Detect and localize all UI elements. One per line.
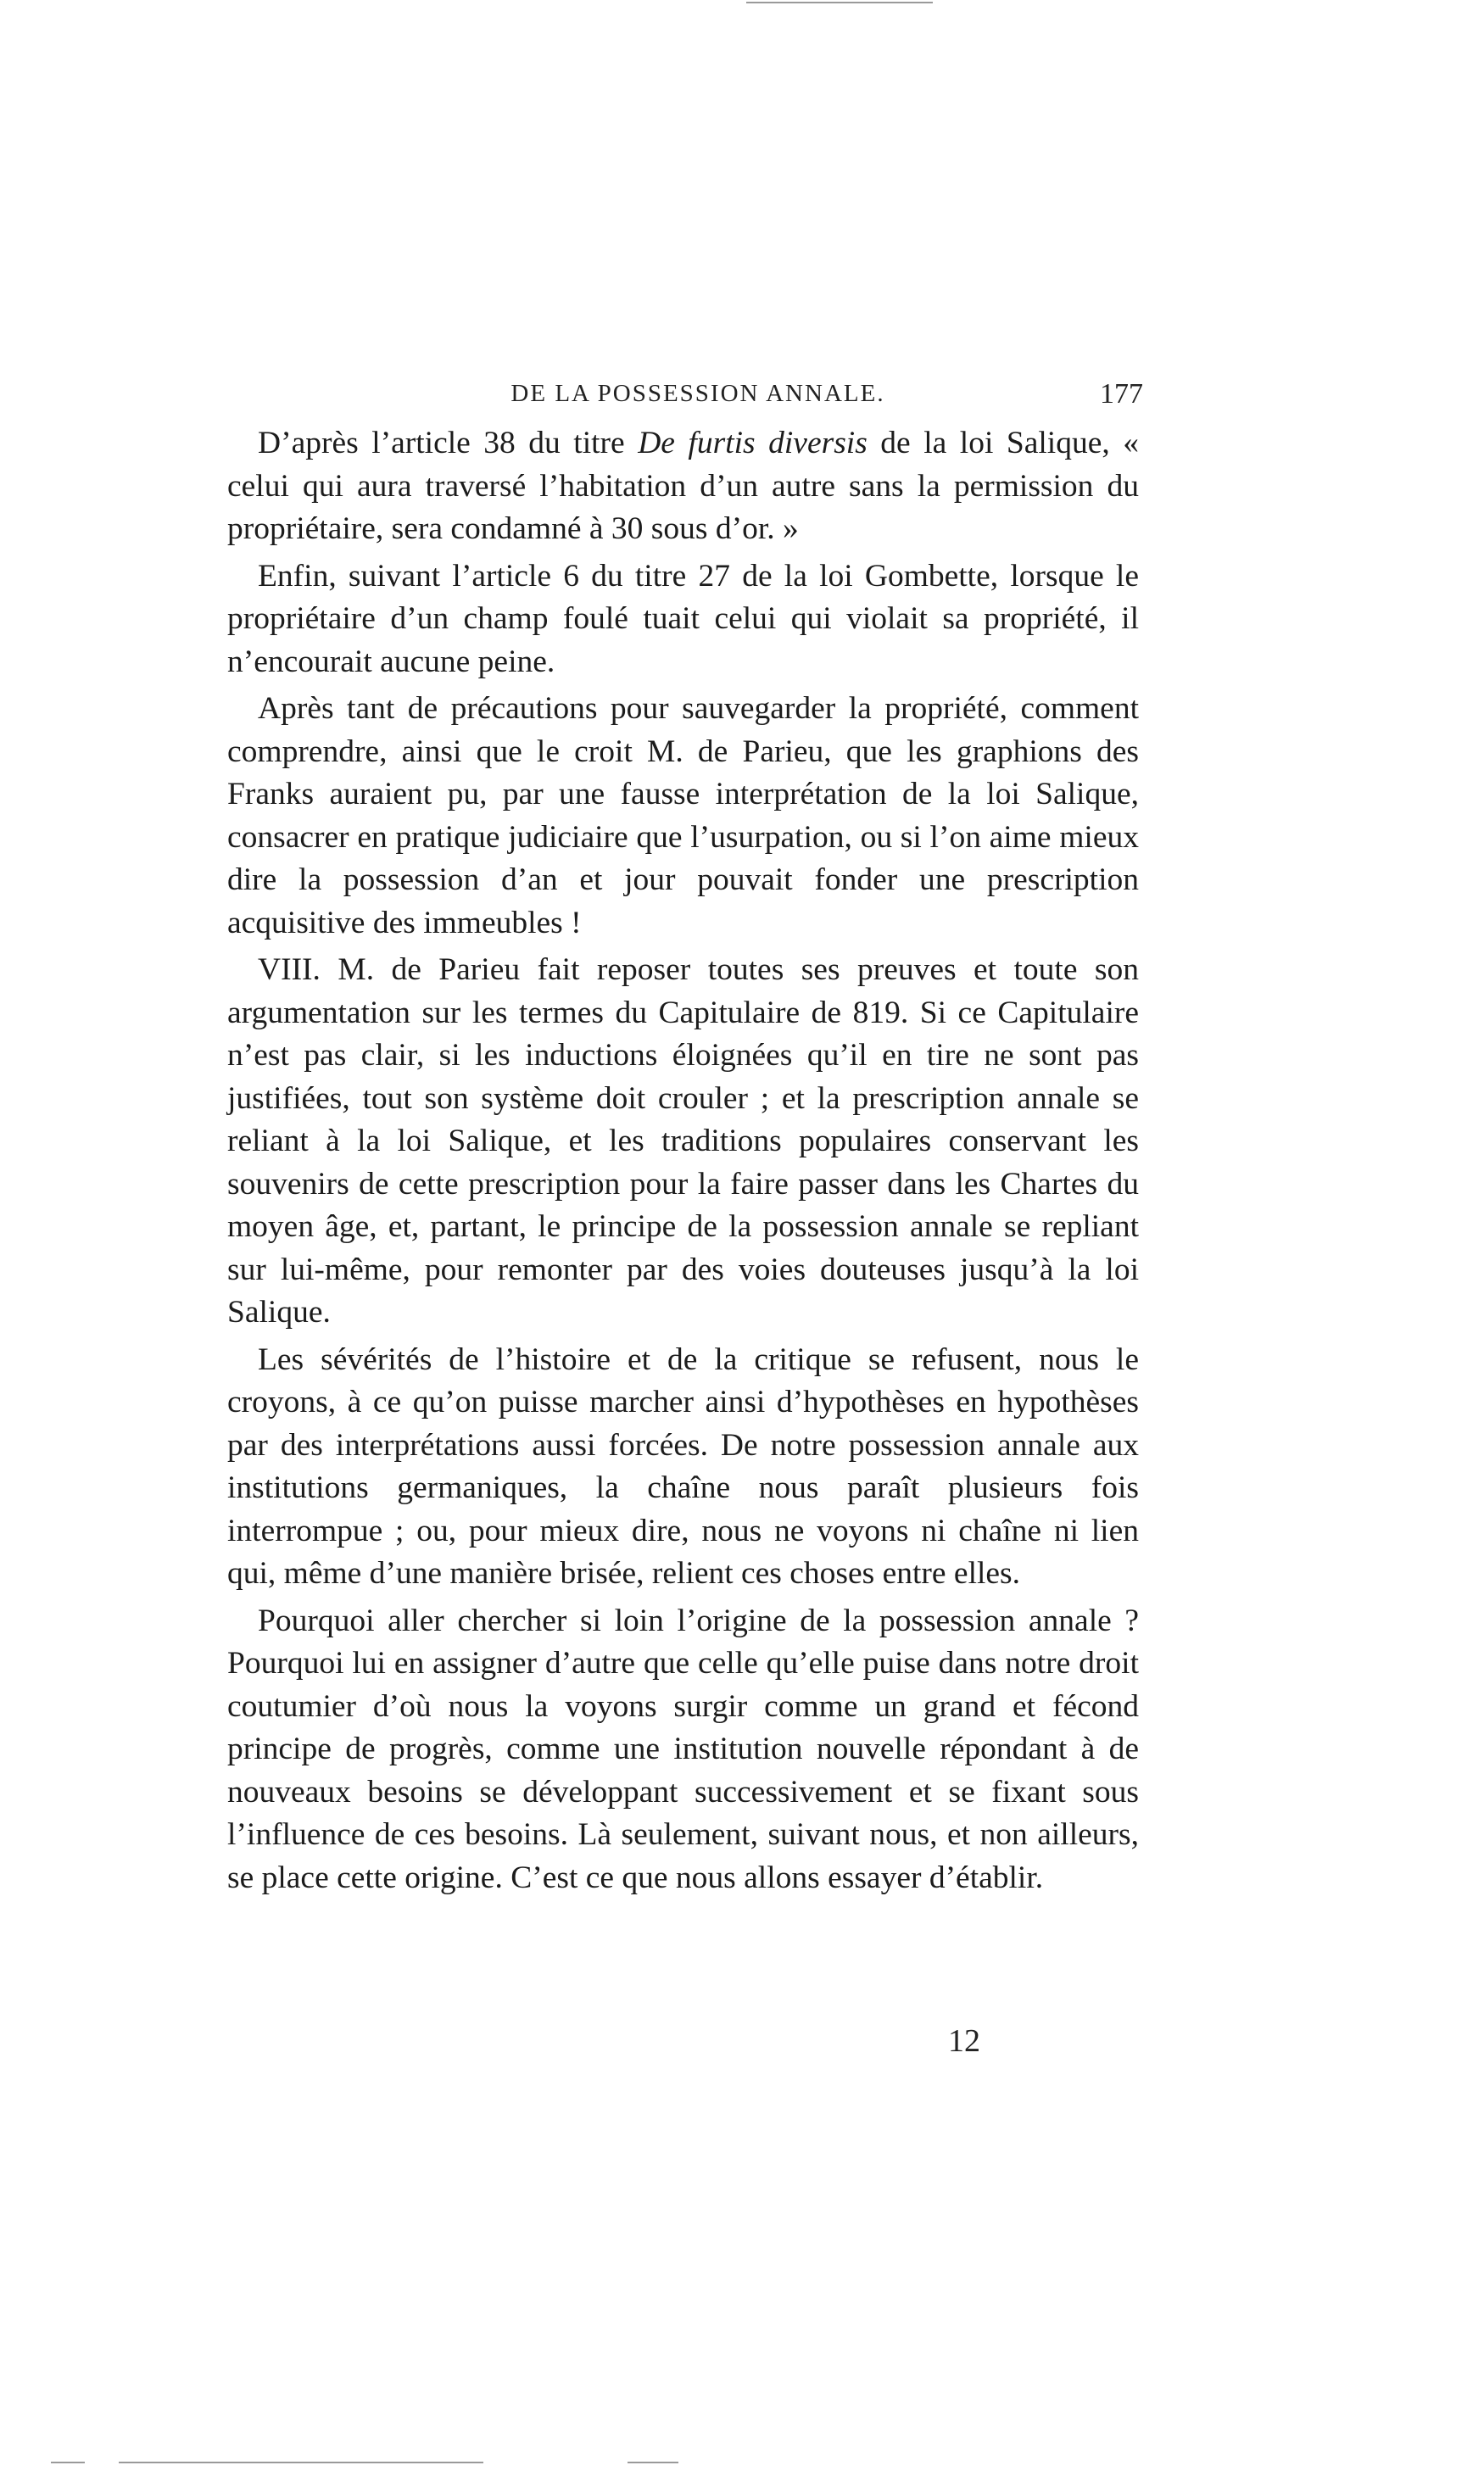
paragraph-5: Les sévérités de l’histoire et de la critique se refusent, nous le croyons, à ce qu’on puisse marcher ainsi d’hypothèses en hypothèses par des interprétations aussi forcées. De notre possession annale aux institutions germaniques, la chaîne nous paraît plusieurs fois interrompue ; ou, pour mieux dire, nous ne voyons ni chaîne ni lien qui, même d’une manière brisée, relient ces choses entre elles. — [227, 1341, 1139, 1591]
running-title: DE LA POSSESSION ANNALE. — [510, 380, 885, 407]
paragraph-4: VIII. M. de Parieu fait reposer toutes ses preuves et toute son argumentation sur les termes du Capitulaire de 819. Si ce Capitulaire n’est pas clair, si les inductions éloignées qu’il en tire ne sont pas justifiées, tout son système doit crouler ; et la prescription annale se reliant à la loi Salique, et les traditions populaires conservant les souvenirs de cette prescription pour la faire passer dans les Chartes du moyen âge, et, partant, le principe de la possession annale se repliant sur lui-même, pour remonter par des voies douteuses jusqu’à la loi Salique. — [227, 952, 1139, 1330]
body-text — [227, 422, 1139, 1899]
paragraph-1 — [227, 422, 1139, 551]
top-edge-mark — [746, 2, 933, 3]
paragraph-2: Enfin, suivant l’article 6 du titre 27 de la loi Gombette, lorsque le propriétaire d’un champ foulé tuait celui qui violait sa propriété, il n’encourait aucune peine. — [227, 558, 1139, 679]
bottom-edge-mark-left — [51, 2462, 85, 2463]
paragraph-3: Après tant de précautions pour sauvegarder la propriété, comment comprendre, ainsi que le croit M. de Parieu, que les graphions des Franks auraient pu, par une fausse interprétation de la loi Salique, consacrer en pratique judiciaire que l’usurpation, ou si l’on aime mieux dire la possession d’an et jour pouvait fonder une prescription acquisitive des immeubles ! — [227, 691, 1139, 940]
paragraph-1-end: de la loi Salique, « celui qui aura traversé l’habitation d’un autre sans la permission du propriétaire, sera condamné à 30 sous d’or. » — [227, 426, 1139, 546]
bottom-edge-mark-center — [119, 2462, 483, 2463]
paragraph-6: Pourquoi aller chercher si loin l’origine de la possession annale ? Pourquoi lui en assigner d’autre que celle qu’elle puise dans notre droit coutumier d’où nous la voyons surgir comme un grand et fécond principe de progrès, comme une institution nouvelle répondant à de nouveaux besoins se développant successivement et se fixant sous l’influence de ces besoins. Là seulement, suivant nous, et non ailleurs, se place cette origine. C’est ce que nous allons essayer d’établir. — [227, 1603, 1139, 1895]
page-number: 177 — [1100, 378, 1143, 410]
signature-mark: 12 — [948, 2023, 980, 2059]
paragraph-1-start: D’après l’article 38 du titre — [258, 426, 639, 460]
cited-title: De furtis diversis — [638, 426, 868, 460]
running-head — [227, 380, 1152, 414]
bottom-edge-mark-right — [628, 2462, 678, 2463]
